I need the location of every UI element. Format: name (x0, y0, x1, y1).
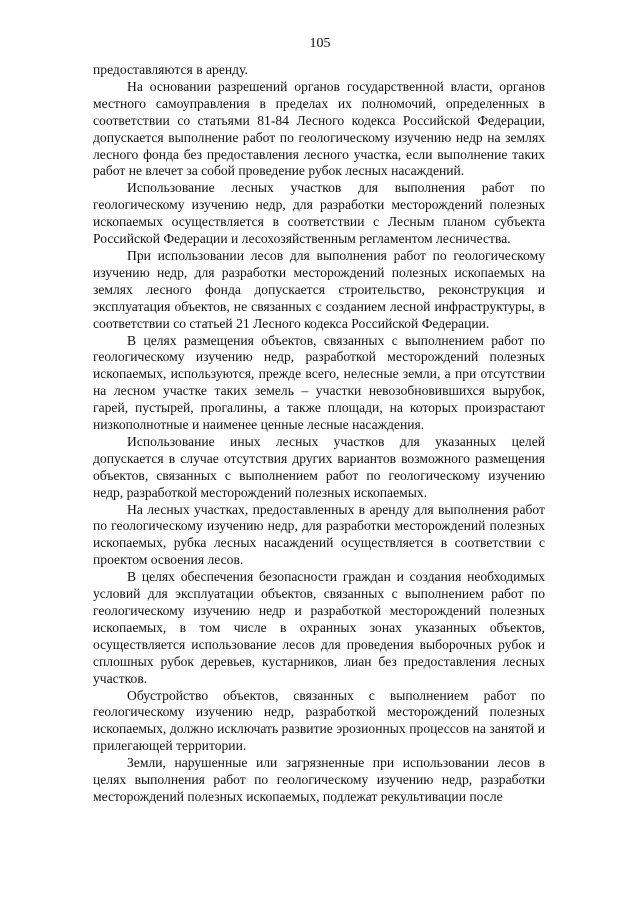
paragraph: На основании разрешений органов государственной власти, органов местного самоуправления в пределах их полномочий, определенных в соответствии со статьями 81-84 Лесного кодекса Российской Федерации, допускается выполнение работ по геологическому изучению недр на землях лесного фонда без предоставления лесного участка, если выполнение таких работ не влечет за собой проведение рубок лесных насаждений. (93, 78, 545, 179)
paragraph: В целях размещения объектов, связанных с выполнением работ по геологическому изучению недр, разработкой месторождений полезных ископаемых, используются, прежде всего, нелесные земли, а при отсутствии на лесном участке таких земель – участки невозобновившихся вырубок, гарей, пустырей, прогалины, а также площади, на которых произрастают низкополнотные и наименее ценные лесные насаждения. (93, 332, 545, 433)
paragraph: Использование иных лесных участков для указанных целей допускается в случае отсутствия других вариантов возможного размещения объектов, связанных с выполнением работ по геологическому изучению недр, разработкой месторождений полезных ископаемых. (93, 433, 545, 500)
paragraph-continuation: предоставляются в аренду. (93, 62, 248, 77)
page-number: 105 (309, 36, 331, 51)
paragraph: При использовании лесов для выполнения работ по геологическому изучению недр, для разработки месторождений полезных ископаемых на землях лесного фонда допускается строительство, реконструкция и эксплуатация объектов, не связанных с созданием лесной инфраструктуры, в соответствии со статьей 21 Лесного кодекса Российской Федерации. (93, 247, 545, 331)
paragraph: На лесных участках, предоставленных в аренду для выполнения работ по геологическому изучению недр, для разработки месторождений полезных ископаемых, рубка лесных насаждений осуществляется в соответствии с проектом освоения лесов. (93, 501, 545, 568)
body-text (93, 62, 545, 806)
paragraph: В целях обеспечения безопасности граждан и создания необходимых условий для эксплуатации объектов, связанных с выполнением работ по геологическому изучению недр и разработкой месторождений полезных ископаемых, в том числе в охранных зонах указанных объектов, осуществляется использование лесов для проведения выборочных рубок и сплошных рубок деревьев, кустарников, лиан без предоставления лесных участков. (93, 569, 545, 686)
paragraph: Использование лесных участков для выполнения работ по геологическому изучению недр, для разработки месторождений полезных ископаемых осуществляется в соответствии с Лесным планом субъекта Российской Федерации и лесохозяйственным регламентом лесничества. (93, 180, 545, 247)
paragraph: Обустройство объектов, связанных с выполнением работ по геологическому изучению недр, разработкой месторождений полезных ископаемых, должно исключать развитие эрозионных процессов на занятой и прилегающей территории. (93, 687, 545, 754)
paragraph: Земли, нарушенные или загрязненные при использовании лесов в целях выполнения работ по геологическому изучению недр, разработки месторождений полезных ископаемых, подлежат рекультивации после (93, 755, 545, 804)
